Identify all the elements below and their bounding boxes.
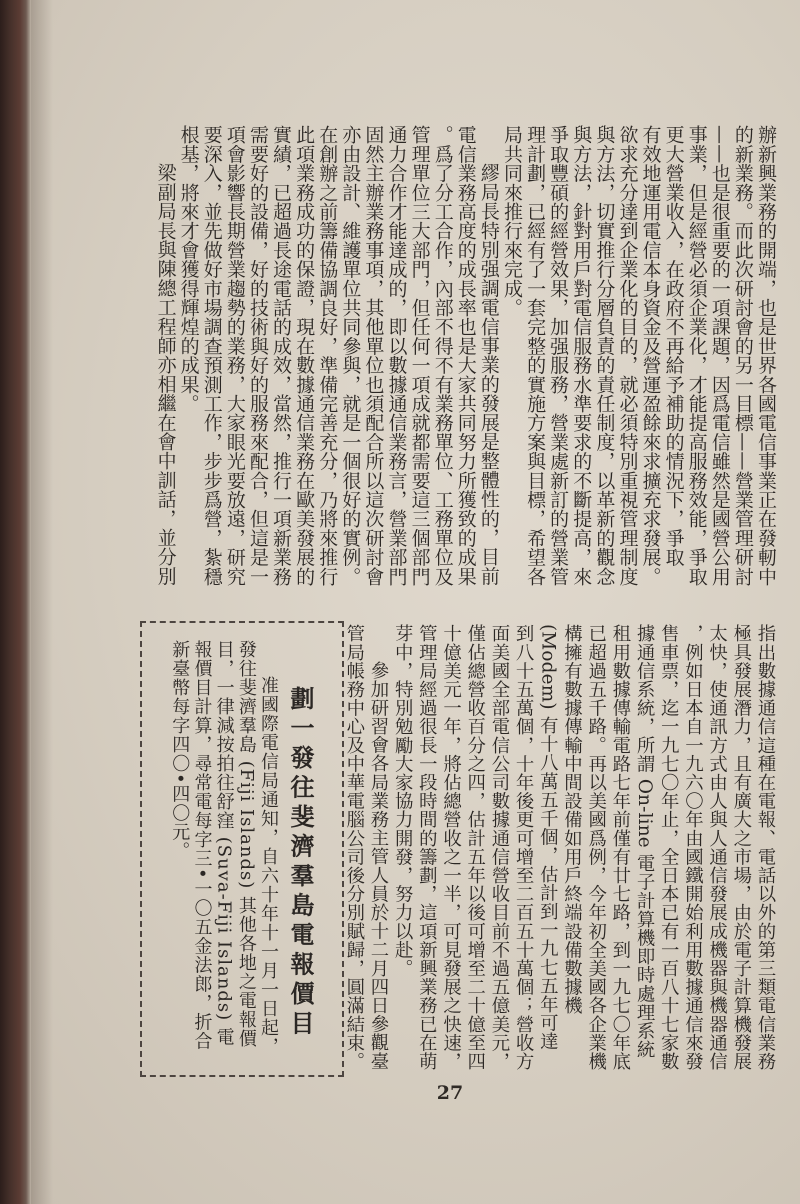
text-column: 梁副局長與陳總工程師亦相繼在會中訓話，並分別: [154, 163, 177, 586]
text-column: 有效地運用電信本身資金及營運盈餘來求擴充求發展。: [639, 125, 662, 586]
binding-shadow: [31, 0, 53, 1204]
text-column: 固然主辦業務事項，其他單位也須配合所以這次研討會: [362, 125, 385, 586]
page-number: 27: [436, 1082, 464, 1104]
text-column: 的新業務。而此次研討會的另一目標——營業管理研討: [731, 125, 754, 586]
text-column: 與方法，切實推行分層負責的責任制度，以革新的觀念: [593, 125, 616, 586]
text-column: 據通信系統，所謂 On-line 電子計算機即時處理系統: [634, 624, 656, 1059]
text-column: (Modem) 有十八萬五千個，估計到一九七五年可達: [537, 624, 559, 1051]
text-column: 構擁有數據傳輸中間設備如用戶終端設備數據機: [561, 624, 583, 1015]
text-column: 辦新興業務的開端，也是世界各國電信事業正在發軔中: [755, 125, 777, 586]
text-column: 根基，將來才會獲得輝煌的成果。: [177, 125, 200, 413]
text-column: 指出數據通信這種在電報、電話以外的第三類電信業務: [755, 624, 776, 1071]
text-column: 僅佔總營收百分之四，估計五年以後可增至二十億至四: [464, 624, 486, 1071]
notice-line: 准國際電信局通知，自六十年十一月一日起，: [258, 676, 279, 1056]
text-column: 管局帳務中心及中華電腦公司後分別賦歸，圓滿結束。: [343, 624, 365, 1071]
text-column: 十億美元一年，將佔總營收之一半，可見發展之快速，: [440, 624, 462, 1071]
text-column: 面美國全部電信公司數據通信營收目前不過五億美元，: [488, 624, 510, 1071]
text-column: 項會影響長期營業趨勢的業務，大家眼光要放遠，研究: [223, 125, 246, 586]
text-column: 與方法，針對用戶對電信服務水準要求的不斷提高，來: [570, 125, 593, 586]
bottom-article-text: [342, 624, 777, 1076]
text-column: 在創辦之前籌備協調良好，準備完善充分，乃將來推行: [316, 125, 339, 586]
text-column: 亦由設計、維護單位共同參與，就是一個很好的實例。: [339, 125, 362, 586]
text-column: 。爲了分工合作，內部不得不有業務單位、工務單位及: [431, 125, 454, 586]
text-column: 爭取豐碩的經營效果，加强服務，營業處新訂的營業管: [547, 125, 570, 586]
text-column: 欲求充分達到企業化的目的，就必須特別重視管理制度: [616, 125, 639, 586]
text-column: 理計劃，已經有了一套完整的實施方案與目標，希望各: [524, 125, 547, 586]
text-column: 通力合作才能達成的，即以數據通信業務言，營業部門: [385, 125, 408, 586]
text-column: 管理局經過很長一段時間的籌劃，這項新興業務已在萌: [416, 624, 438, 1071]
notice-line: 目，一律減按拍往舒窪 (Suva-Fiji Islands) 電: [213, 640, 235, 1047]
text-column: ——也是很重要的一項課題，因爲電信雖然是國營公用: [708, 125, 731, 586]
text-column: 更大營業收入，在政府不再給予補助的情況下，爭取: [662, 125, 685, 567]
text-column: 局共同來推行來完成。: [500, 125, 523, 317]
notice-title: 劃一發往斐濟羣島電報價目: [286, 686, 315, 1040]
text-column: 已超過五千路。再以美國爲例，今年初全美國各企業機: [585, 624, 607, 1071]
text-column: 此項業務成功的保證，現在數據通信業務在歐美發展的: [293, 125, 316, 586]
text-column: 極具發展潛力，且有廣大之市場，由於電子計算機發展: [730, 624, 752, 1071]
text-column: 管理單位三大部門，但任何一項成就都需要這三個部門: [408, 125, 431, 586]
notice-line: 發往斐濟羣島 (Fiji Islands) 其他各地之電報價: [235, 640, 257, 1048]
text-column: 太快，使通訊方式由人與人通信發展成機器與機器通信: [706, 624, 728, 1071]
notice-box: [140, 621, 344, 1077]
text-column: 到八十五萬個，十年後更可增至二百五十萬個；營收方: [513, 624, 535, 1071]
notice-line: 新臺幣每字四〇•四〇元。: [169, 640, 191, 861]
text-column: 要深入，並先做好市場調查預測工作，步步爲營，紮穩: [200, 125, 223, 586]
text-column: 事業，但是經營必須企業化，才能提高服務效能，爭取: [685, 125, 708, 586]
binding-edge: [0, 0, 31, 1204]
text-column: 芽中，特別勉勵大家協力開發，努力以赴。: [392, 624, 414, 978]
text-column: 售車票，迄一九七〇年止，全日本已有一百八十七家數: [658, 624, 680, 1071]
text-column: 繆局長特別强調電信事業的發展是整體性的，目前: [477, 163, 500, 586]
text-column: 電信業務高度的成長率也是大家共同努力所獲致的成果: [454, 125, 477, 586]
text-column: ，例如日本自一九六〇年由國鐵開始利用數據通信來發: [682, 624, 704, 1071]
text-column: 租用數據傳輸電路七年前僅有廿七路，到一九七〇年底: [609, 624, 631, 1071]
notice-body: [168, 640, 279, 1070]
top-article-text: [153, 125, 777, 595]
text-column: 實績，已超過長途電話的成效，當然，推行一項新業務: [270, 125, 293, 586]
text-column: 參加研習會各局業務主管人員於十二月四日參觀臺: [368, 660, 389, 1070]
text-column: 需要好的設備，好的技術與好的服務來配合，但這是一: [246, 125, 269, 586]
notice-line: 報價目計算，尋常電每字三•一〇五金法郎，折合: [191, 640, 213, 1051]
